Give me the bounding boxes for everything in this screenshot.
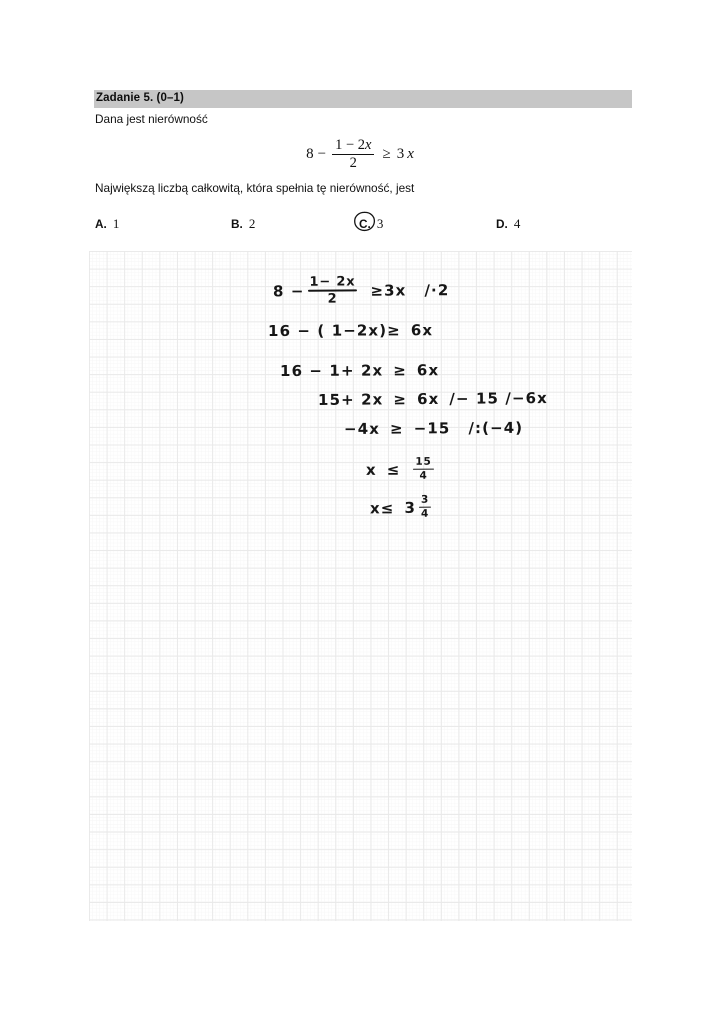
answer-option-d[interactable] (496, 216, 520, 232)
step-2-rhs: 6x (410, 321, 434, 340)
step-6-fraction-denominator: 4 (419, 469, 428, 483)
step-1-rhs: 3x (384, 281, 407, 300)
step-4-lhs: 15+ 2x (317, 390, 384, 409)
answer-option-d-letter: D. (496, 217, 508, 231)
step-4-relation: ≥ (393, 390, 408, 409)
step-5-lhs: −4x (343, 419, 381, 438)
step-7-lhs: x (369, 499, 381, 518)
answer-option-b[interactable] (231, 216, 255, 232)
step-6-relation: ≤ (386, 460, 401, 479)
task-header-label: Zadanie 5. (0–1) (96, 92, 184, 105)
formula-minus-sign: − (317, 146, 327, 163)
answer-option-c-value: 3 (376, 216, 384, 231)
answer-option-b-letter: B. (231, 217, 243, 231)
task-intro-text: Dana jest nierówność (95, 112, 208, 126)
step-1-relation: ≥ (370, 281, 385, 300)
step-3-relation: ≥ (393, 361, 407, 380)
step-4-rhs: 6x (416, 389, 440, 409)
formula-right-coefficient: 3 (396, 146, 405, 163)
answer-option-c-letter: C. (359, 217, 371, 231)
formula-fraction-numerator (332, 138, 374, 154)
step-3-rhs: 6x (416, 361, 440, 380)
step-2-relation: ≥ (387, 321, 401, 340)
step-7-fraction-denominator: 4 (420, 507, 430, 521)
step-3-lhs: 16 − 1+ 2x (279, 361, 384, 380)
step-7-fraction-numerator: 3 (420, 493, 430, 506)
formula-right-variable: x (407, 146, 414, 163)
answer-options-row (95, 216, 635, 236)
step-1-fraction-denominator: 2 (327, 291, 338, 307)
step-7-relation: ≤ (380, 499, 395, 518)
step-6-fraction-numerator: 15 (415, 455, 432, 468)
answer-option-c[interactable] (359, 216, 383, 232)
answer-option-a-letter: A. (95, 217, 107, 231)
formula-fraction-denominator: 2 (349, 155, 357, 172)
formula-numerator-text: 1 − 2 (335, 137, 366, 153)
answer-option-d-value: 4 (513, 216, 521, 231)
formula-relation-sign: ≥ (382, 146, 391, 163)
task-header-band (94, 90, 632, 108)
step-5-annotation: /:(−4) (468, 418, 524, 438)
step-1-lhs: 8 − (272, 282, 305, 301)
step-5-relation: ≥ (389, 419, 404, 438)
step-4-annotation: /− 15 /−6x (449, 388, 548, 408)
answer-option-a-value: 1 (112, 216, 120, 231)
graph-paper-work-area (89, 251, 632, 921)
answer-option-a[interactable] (95, 216, 119, 232)
step-1-fraction-numerator: 1− 2x (309, 274, 356, 290)
step-6-lhs: x (365, 460, 377, 479)
step-5-rhs: −15 (413, 419, 451, 438)
formula-lead-number: 8 (306, 146, 314, 163)
answer-option-b-value: 2 (248, 216, 256, 231)
step-2-lhs: 16 − ( 1−2x) (267, 321, 388, 340)
formula-fraction (332, 138, 374, 172)
task-formula (0, 138, 720, 172)
task-question-text: Największą liczbą całkowitą, która spełnia tę nierówność, jest (95, 181, 415, 195)
step-1-annotation: /·2 (424, 281, 450, 300)
formula-numerator-variable: x (365, 137, 372, 153)
step-7-whole-part: 3 (404, 499, 417, 518)
